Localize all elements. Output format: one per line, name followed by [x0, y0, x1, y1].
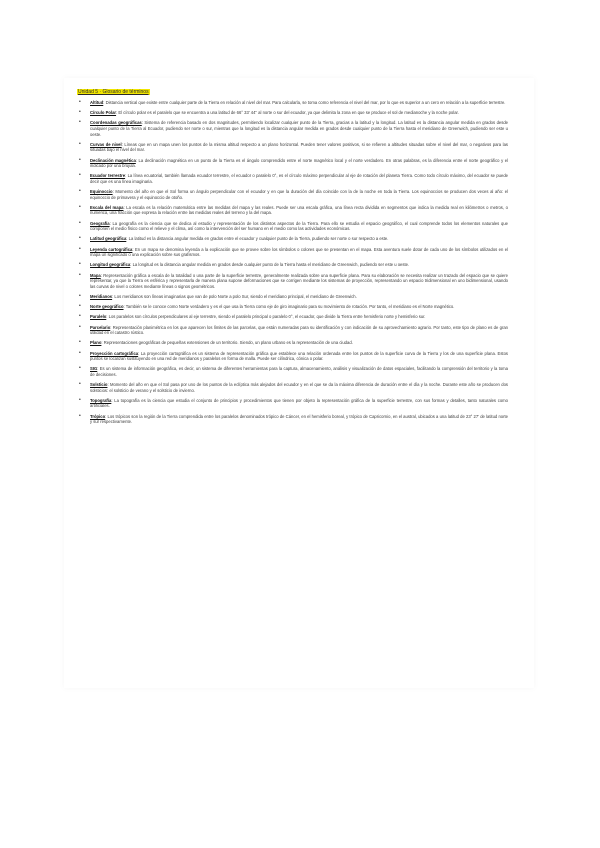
glossary-entry — [79, 271, 508, 290]
bullet-icon: • — [79, 219, 81, 226]
bullet-icon: • — [79, 381, 81, 388]
bullet-icon: • — [79, 303, 81, 310]
glossary-term: Proyección cartográfica — [90, 350, 139, 356]
glossary-term: Geografía — [90, 220, 110, 226]
glossary-definition: : La topografía es la ciencia que estudia el conjunto de principios y procedimientos que tienen por objeto la representación gráfica de la superficie terrestre, con sus formas y detalles, tanto naturales como artificiales. — [90, 397, 508, 409]
glossary-definition: : La línea ecuatorial, también llamada ecuador terrestre, el ecuador o paralelo 0°, es el círculo máximo perpendicular al eje de rotación del planeta Tierra. Como todo círculo máximo, del ecuador se puede decir que es una línea imaginaria. — [90, 173, 508, 184]
bullet-icon: • — [79, 140, 81, 147]
bullet-icon: • — [79, 99, 81, 105]
bullet-icon: • — [79, 235, 81, 242]
glossary-entry — [79, 235, 508, 242]
glossary-term: Parcelario — [90, 324, 111, 330]
bullet-icon: • — [79, 172, 81, 179]
glossary-definition: : Momento del año en que el Sol forma un ángulo perpendicular con el ecuador y en que la duración del día coincide con la de la noche en toda la Tierra. Los equinoccios se producen dos veces al año: el equinoccio de primavera y el equinoccio de otoño. — [90, 189, 508, 200]
glossary-definition: : También se le conoce como Norte verdadero y es el que usa la Tierra como eje de giro imaginario para su movimiento de rotación. Por tanto, el meridiano es el Norte magnético. — [123, 304, 455, 310]
glossary-entry — [79, 109, 508, 116]
glossary-term: Altitud — [90, 100, 104, 105]
bullet-icon: • — [79, 188, 81, 195]
bullet-icon: • — [79, 109, 81, 116]
glossary-term: Declinación magnética — [90, 157, 136, 163]
glossary-entry — [79, 119, 508, 137]
glossary-definition: : La proyección cartográfica es un sistema de representación gráfica que establece una relación ordenada entre los puntos de la superficie curva de la Tierra y los de una superficie plana. Estos puntos se localizan sustituyendo en una red de meridianos y paralelos en forma de malla. Puede ser cilíndrica, cónica o polar. — [90, 350, 508, 362]
glossary-definition: : Representación gráfica a escala de la totalidad o una parte de la superficie terrestre, generalmente realizada sobre una superficie plana. Para su elaboración se necesita realizar un trazado del espacio que se quiere representar, ya que la Tierra es esférica y representarla de manera plana supone deformaciones que se corrigen mediante los sistemas de proyección, representando un espacio tridimensional en uno bidimensional, usando las curvas de nivel o colores mediante líneas o signos geométricos. — [90, 272, 508, 289]
glossary-entry — [79, 140, 508, 153]
glossary-entry — [79, 219, 508, 232]
glossary-entry — [79, 313, 508, 320]
glossary-definition: : Momento del año en que el Sol pasa por uno de los puntos de la eclíptica más alejados del ecuador y en el que se da la máxima diferencia de duración entre el día y la noche. Durante este año se producen dos solsticios: el solsticio de verano y el solsticio de invierno. — [90, 382, 508, 393]
glossary-term: Coordenadas geográficas — [90, 120, 142, 126]
glossary-definition: : La escala es la relación matemática entre las medidas del mapa y las reales. Puede ser una escala gráfica, una línea recta dividida en segmentos que indica la medida real en kilómetros o metros, o numérica, una fracción que expresa la relación entre las medidas reales del terreno y la del mapa. — [90, 204, 508, 216]
glossary-entry — [79, 261, 508, 268]
bullet-icon: • — [79, 323, 81, 330]
bullet-icon: • — [79, 349, 81, 356]
bullet-icon: • — [79, 156, 81, 163]
glossary-definition: : La latitud es la distancia angular medida en grados entre el ecuador y cualquier punto de la Tierra, pudiendo ser norte o sur respecto a este. — [126, 236, 389, 242]
glossary-entry — [79, 349, 508, 362]
glossary-definition: : Sistema de referencia basado en dos magnitudes, permitiendo localizar cualquier punto de la Tierra, gracias a la latitud y la longitud. La latitud es la distancia angular medida en grados desde cualquier punto de la Tierra al Ecuador, pudiendo ser norte o sur, mientras que la longitud es la distancia angular medida en grados desde cualquier punto de la Tierra hasta el meridiano de Greenwich, pudiendo ser este u oeste. — [90, 120, 508, 137]
glossary-term: Círculo Polar — [90, 110, 117, 116]
glossary-term: Norte geográfico — [90, 304, 124, 310]
bullet-icon: • — [79, 365, 81, 372]
glossary-definition: : Es un sistema de información geográfica, es decir, un sistema de diferentes herramientas para la captura, almacenamiento, análisis y visualización de datos espaciales, facilitando la comprensión del territorio y la toma de decisiones. — [90, 366, 508, 377]
glossary-entry — [79, 245, 509, 258]
glossary-term: Meridianos — [90, 293, 113, 299]
bullet-icon: • — [79, 313, 81, 320]
glossary-term: Escala del mapa — [90, 204, 124, 210]
glossary-definition: : Líneas que en un mapa unen los puntos de la misma altitud respecto a un plano horizontal. Pueden tener valores positivos, si se refieren a altitudes situadas sobre el nivel del mar, o negativos para las situadas bajo el nivel del mar. — [90, 141, 508, 153]
glossary-entry — [79, 381, 508, 393]
glossary-term: Latitud geográfica — [90, 236, 127, 242]
bullet-icon: • — [79, 203, 81, 210]
glossary-entry — [79, 292, 508, 300]
glossary-term: Curvas de nivel — [90, 141, 122, 147]
glossary-entry — [79, 188, 508, 200]
glossary-definition: : Los meridianos son líneas imaginarias que van de polo Norte a polo Sur, siendo el meridiano principal, el meridiano de Greenwich. — [112, 293, 357, 299]
glossary-definition: : La longitud es la distancia angular medida en grados desde cualquier punto de la Tierra hasta el meridiano de Greenwich, pudiendo ser este u oeste. — [130, 262, 410, 268]
glossary-entry — [79, 99, 508, 106]
glossary-definition: : La declinación magnética en un punto de la Tierra es el ángulo comprendido entre el norte magnético local y el norte verdadero. En otras palabras, es la diferencia entre el norte geográfico y el indicado por una brújula. — [90, 157, 508, 169]
glossary-term: Trópico — [90, 413, 106, 419]
glossary-entry — [79, 156, 508, 169]
glossary-term: Solsticio — [90, 382, 108, 388]
glossary-definition: : Los trópicos son la región de la Tierra comprendida entre los paralelos denominados trópico de Cáncer, en el hemisferio boreal, y trópico de Capricornio, en el austral, ubicados a una latitud de 23° 27' de latitud norte y sur respectivamente. — [90, 413, 508, 425]
bullet-icon: • — [79, 245, 81, 252]
glossary-term: Equinoccio — [90, 189, 113, 195]
bullet-icon: • — [79, 292, 81, 299]
glossary-term: Plano — [90, 340, 102, 346]
glossary-list — [79, 99, 509, 429]
glossary-entry — [79, 365, 508, 377]
glossary-entry — [79, 323, 508, 336]
glossary-term: Topografía — [90, 397, 112, 403]
bullet-icon: • — [79, 261, 81, 268]
glossary-entry — [79, 412, 508, 425]
bullet-icon: • — [79, 339, 81, 346]
glossary-term: Mapa — [90, 272, 101, 278]
glossary-definition: : Representaciones geográficas de pequeñas extensiones de un territorio. Siendo, un plano urbano es la representación de una ciudad. — [101, 340, 353, 346]
bullet-icon: • — [79, 396, 81, 403]
glossary-entry — [79, 172, 508, 184]
bullet-icon: • — [79, 119, 81, 126]
glossary-entry — [79, 203, 508, 216]
bullet-icon: • — [79, 271, 81, 278]
glossary-definition: : Los paralelos son círculos perpendiculares al eje terrestre, siendo el paralelo principal o paralelo 0°, el ecuador, que divide la Tierra entre hemisferio norte y hemisferio sur. — [106, 314, 426, 320]
glossary-term: SIG — [90, 366, 98, 372]
glossary-definition: : Representación planimétrica en los que aparecen los límites de las parcelas, que están numeradas para su identificación y con indicación de su aprovechamiento agrario. Por tanto, este tipo de plano es de gran utilidad en el catastro rústico. — [90, 324, 508, 336]
glossary-entry — [79, 339, 508, 346]
glossary-entry — [79, 396, 508, 409]
glossary-term: Leyenda cartográfica — [90, 246, 133, 252]
glossary-term: Paralelo — [90, 314, 107, 320]
glossary-term: Longitud geográfica — [90, 262, 131, 268]
section-heading: Unidad 5 · Glosario de términos — [78, 89, 149, 95]
bullet-icon: • — [79, 412, 81, 419]
glossary-definition: : El círculo polar es el paralelo que se encuentra a una latitud de 66° 33' 44'' al norte o sur del ecuador, ya que delimita la zona en que se produce el sol de medianoche y la noche polar. — [116, 110, 459, 116]
glossary-entry — [79, 303, 508, 310]
glossary-definition: : La geografía es la ciencia que se dedica al estudio y representación de los distintos aspectos de la Tierra. Para ello se estudia el espacio geográfico, el cual comprende todos los elementos naturales que componen el medio físico como el relieve y el clima, así como la intervención del ser humano en el medio como las actividades económicas. — [90, 220, 508, 232]
glossary-definition: : Distancia vertical que existe entre cualquier parte de la Tierra en relación al nivel del mar. Para calcularla, se toma como referencia el nivel del mar, por lo que es superior a un cero en relación a la superficie terrestre. — [103, 100, 506, 105]
glossary-term: Ecuador terrestre — [90, 173, 126, 179]
glossary-definition: : En un mapa se denomina leyenda a la explicación que se provee sobre los símbolos o colores que se presentan en el mapa. Esta aventura suele dotar de cada uno de los símbolos utilizados en el mapa un significado o una explicación sobre sus grafismos. — [90, 246, 509, 258]
